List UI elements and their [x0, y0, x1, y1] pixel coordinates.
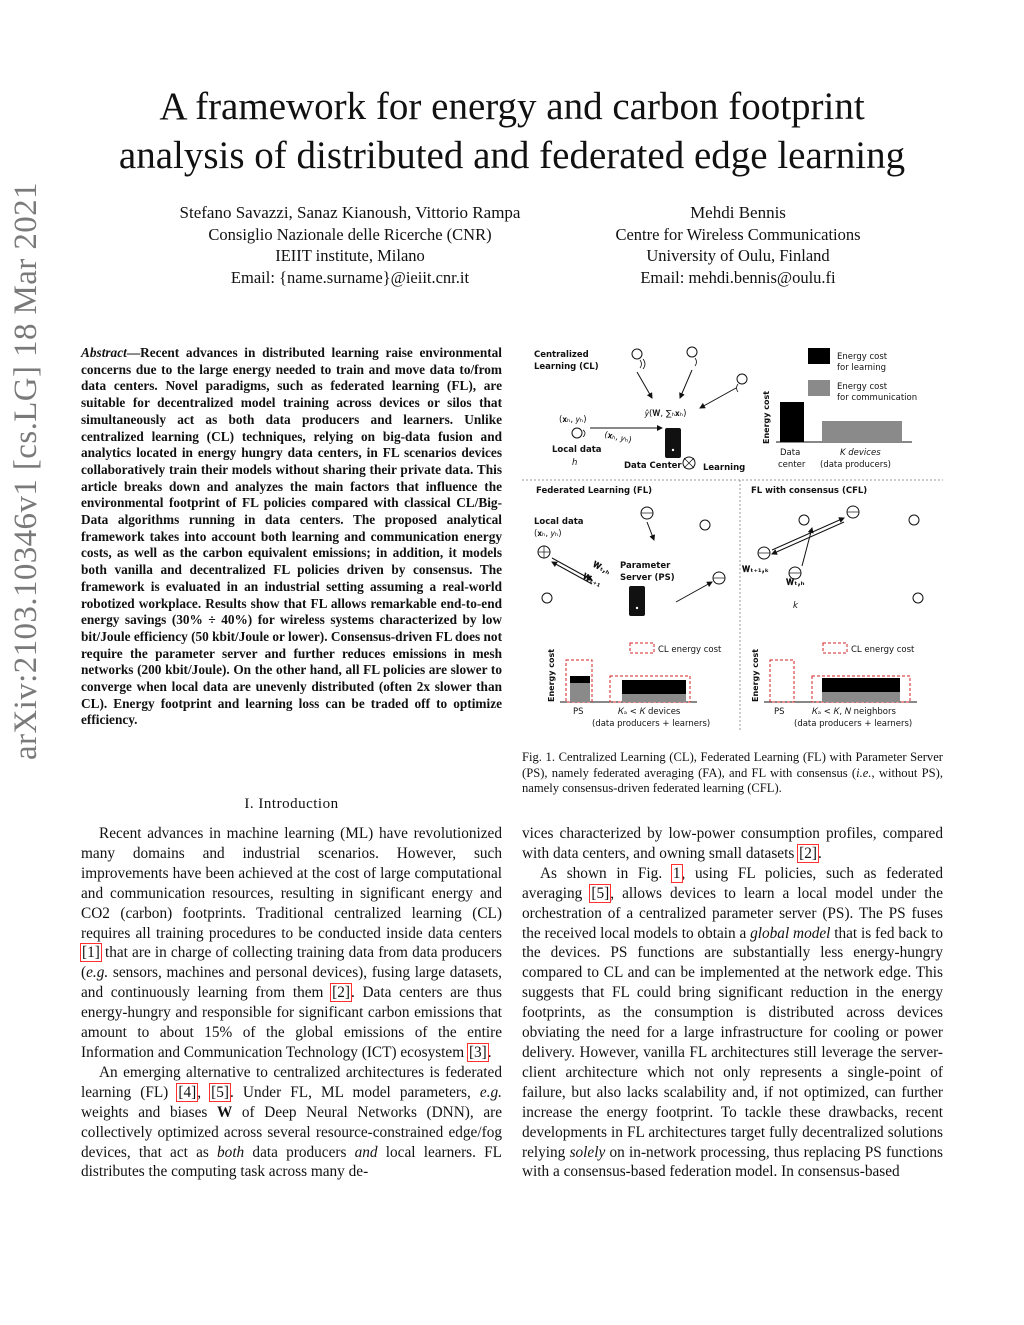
cfl-k: k	[793, 601, 798, 611]
fl-bar-devices-learn	[622, 680, 686, 694]
legend-comm: Energy cost	[837, 382, 888, 392]
citation-link[interactable]: [2]	[332, 984, 350, 1002]
arxiv-identifier: arXiv:2103.10346v1 [cs.LG] 18 Mar 2021	[7, 182, 44, 760]
affiliation-1: Consiglio Nazionale delle Ricerche (CNR)	[208, 224, 492, 244]
figure-1	[522, 340, 943, 738]
cfl-y-axis-label: Energy cost	[751, 648, 760, 702]
author-block-left	[150, 202, 550, 288]
cfl-w-t1k: 𝐖ₜ₊₁,ₖ	[742, 565, 770, 575]
intro-left-column	[81, 824, 502, 1182]
device-icon	[909, 515, 919, 525]
device-icon	[913, 593, 923, 603]
fl-w-th: 𝐖ₜ,ₕ	[590, 559, 612, 578]
fl-y-axis-label: Energy cost	[547, 648, 556, 702]
fl-bar-ps-learn	[570, 676, 590, 683]
data-center-label: Data Center	[624, 461, 682, 471]
device-icon	[700, 520, 710, 530]
intro-paragraph-3: As shown in Fig. 1, using FL policies, such as federated averaging [5], allows devices to learn a local model under the orchestration of a centralized parameter server (PS). The PS fuses the received local models to obtain a global model that is fed back to the devices. PS functions are substantially less energy-hungry compared to CL and can be implemented at the network edge. This suggests that FL could bring significant reduction in the energy footprints, as the consumption is distributed across devices obviating the need for a large infrastructure for cooling or power delivery. However, vanilla FL architectures still leverage the server-client architecture which not only represents a single-point of failure, but also lacks scalability and, if not optimized, can further increase the energy footprint. To tackle these drawbacks, recent developments in FL architectures target fully decentralized solutions relying solely on in-network processing, thus replacing PS functions with a consensus-based federation model. In consensus-based	[522, 864, 944, 1181]
cfl-bar-devices-learn	[822, 678, 900, 692]
email: Email: {name.surname}@ieiit.cnr.it	[230, 267, 470, 287]
author-block-right	[588, 202, 888, 288]
cl-y-axis-label: Energy cost	[762, 390, 771, 444]
abstract-lead: Abstract	[81, 345, 127, 360]
affiliation-2: IEIIT institute, Milano	[275, 246, 425, 265]
abstract	[81, 345, 502, 729]
figure-link[interactable]: 1	[672, 864, 681, 882]
legend-comm-swatch	[808, 380, 830, 396]
bar-label-datacenter: Data	[780, 448, 801, 458]
cl-xy-arrow-label: (𝐱ₕ, 𝑦ₕ)	[603, 430, 633, 446]
cfl-cl-bar-ps	[770, 660, 794, 702]
affiliation-1: Centre for Wireless Communications	[615, 224, 861, 244]
cfl-cl-legend-swatch	[823, 643, 847, 653]
bar-label-devices-2: (data producers)	[820, 460, 891, 470]
intro-paragraph-2: An emerging alternative to centralized architectures is federated learning (FL) [4], [5]. Under FL, ML model parameters, e.g. weights and biases W of Deep Neural Networks (DNN), are collectively optimized across several resource-constrained edge/fog devices, that act as both data producers and local learners. FL distributes the computing task across many de-	[81, 1063, 503, 1181]
fl-w-t1: 𝐖ₜ₊₁	[580, 571, 603, 590]
ps-label: Parameter	[620, 561, 671, 571]
fl-devices-label: 𝐾ₐ < 𝐾 devices	[618, 707, 681, 717]
cl-local-data: Local data	[552, 445, 602, 455]
bar-devices	[822, 421, 902, 442]
cl-title-2: Learning (CL)	[534, 362, 599, 372]
ps-label-2: Server (PS)	[620, 573, 675, 583]
cfl-w-th: 𝐖ₜ,ₕ	[786, 578, 805, 588]
title-line-1: A framework for energy and carbon footprint	[159, 85, 865, 128]
fl-local-data: Local data	[534, 517, 584, 527]
cl-xy-label: (𝐱ₕ, 𝑦ₕ)	[559, 415, 587, 425]
bar-data-center	[780, 402, 804, 442]
fl-title: Federated Learning (FL)	[536, 486, 653, 496]
fl-cl-cost: CL energy cost	[658, 645, 722, 655]
legend-learning-swatch	[808, 348, 830, 364]
legend-comm-2: for communication	[837, 393, 918, 403]
legend-learning: Energy cost	[837, 352, 888, 362]
cl-title: Centralized	[534, 350, 589, 360]
fl-cl-legend-swatch	[630, 643, 654, 653]
cfl-devices-label: 𝐾ₐ < 𝐾, 𝑁 neighbors	[812, 707, 896, 717]
citation-link[interactable]: [5]	[211, 1083, 229, 1101]
parameter-server-icon	[629, 586, 645, 616]
intro-paragraph-cont: vices characterized by low-power consumption profiles, compared with data centers, and owning small datasets [2].	[522, 825, 943, 862]
title-line-2: analysis of distributed and federated edge learning	[118, 134, 906, 177]
intro-right-column	[522, 824, 943, 1182]
citation-link[interactable]: [1]	[82, 944, 100, 962]
citation-link[interactable]: [3]	[468, 1043, 487, 1061]
bar-label-devices: K devices	[840, 448, 881, 458]
author-names: Stefano Savazzi, Sanaz Kianoush, Vittorio Rampa	[179, 203, 521, 222]
legend-learning-2: for learning	[837, 363, 887, 373]
fl-local-xy: (𝐱ₕ, 𝑦ₕ)	[534, 529, 562, 539]
citation-link[interactable]: [2]	[799, 844, 817, 862]
affiliation-2: University of Oulu, Finland	[646, 246, 830, 265]
cfl-cl-cost: CL energy cost	[851, 645, 915, 655]
learner-icon	[758, 547, 770, 559]
fl-ps-label: PS	[573, 707, 584, 717]
device-icon	[799, 515, 809, 525]
fl-devices-label-2: (data producers + learners)	[592, 719, 711, 729]
abstract-text: —Recent advances in distributed learning raise environmental concerns due to the large energy needed to train and move data to/from data centers. Novel paradigms, such as federated learning (FL), are suitable for decentralized model training across devices or silos that simultaneously act as both data producers and learners. Unlike centralized learning (CL) techniques, relying on big-data fusion and analytics located in energy hungry data centers, in FL scenarios devices collaboratively train their models without sharing their private data. This article breaks down and analyzes the main factors that influence the environmental footprint of FL policies compared with classical CL/Big-Data algorithms running in data centers. The proposed analytical framework takes into account both learning and communication energy costs, as well as the carbon equivalent emissions; in addition, it models both vanilla and decentralized FL policies driven by consensus. The framework is evaluated in an industrial setting assuming a real-world robotized workplace. Results show that FL allows remarkable end-to-end energy savings (30% ÷ 40%) for wireless systems characterized by low bit/Joule efficiency (50 kbit/Joule or lower). Consensus-driven FL does not require the parameter server and further reduces emissions in mesh networks (200 kbit/Joule). On the other hand, all FL policies are slower to converge when local data are unevenly distributed (often 2x slower than CL). Energy footprint and learning loss can be traded off to optimize efficiency.	[81, 345, 502, 728]
intro-paragraph-1: Recent advances in machine learning (ML) have revolutionized many domains and industrial scenarios. However, such improvements have been achieved at the cost of large computational and communication resources, resulting in significant energy and CO2 (carbon) footprints. Traditional centralized learning (CL) requires all training procedures to be conducted inside data centers [1] that are in charge of collecting training data from data producers (e.g. sensors, machines and personal devices), fusing large datasets, and continuously learning from them [2]. Data centers are thus energy-hungry and responsible for significant carbon emissions that amount to about 15% of the global emissions of the entire Information and Communication Technology (ICT) ecosystem [3].	[81, 825, 503, 1061]
cl-fusion-label: 𝑦̂(𝐖, ∑ₕ𝐱ₕ)	[645, 409, 687, 419]
learning-label: Learning	[703, 463, 746, 473]
cfl-devices-label-2: (data producers + learners)	[794, 719, 913, 729]
learner-icon	[847, 506, 859, 518]
figure-caption: Fig. 1. Centralized Learning (CL), Federated Learning (FL) with Parameter Server (PS), namely federated averaging (FA), and FL with consensus (i.e., without PS), namely consensus-driven federated learning (CFL).	[522, 750, 943, 796]
citation-link[interactable]: [5]	[591, 884, 610, 902]
learner-icon	[538, 546, 550, 558]
learner-icon	[641, 507, 653, 519]
author-names: Mehdi Bennis	[690, 203, 786, 222]
email: Email: mehdi.bennis@oulu.fi	[640, 267, 836, 287]
device-icon	[572, 428, 585, 438]
section-heading: I. Introduction	[244, 796, 339, 812]
device-icon	[687, 347, 697, 366]
bar-label-datacenter-2: center	[778, 460, 806, 470]
cfl-ps-label: PS	[774, 707, 785, 717]
cl-local-h: h	[572, 458, 578, 468]
learner-icon	[713, 572, 725, 584]
device-icon	[737, 374, 748, 392]
citation-link[interactable]: [4]	[178, 1083, 197, 1101]
device-icon	[632, 349, 645, 369]
paper-title	[60, 82, 964, 180]
cfl-title: FL with consensus (CFL)	[751, 486, 868, 496]
device-icon	[542, 593, 552, 603]
